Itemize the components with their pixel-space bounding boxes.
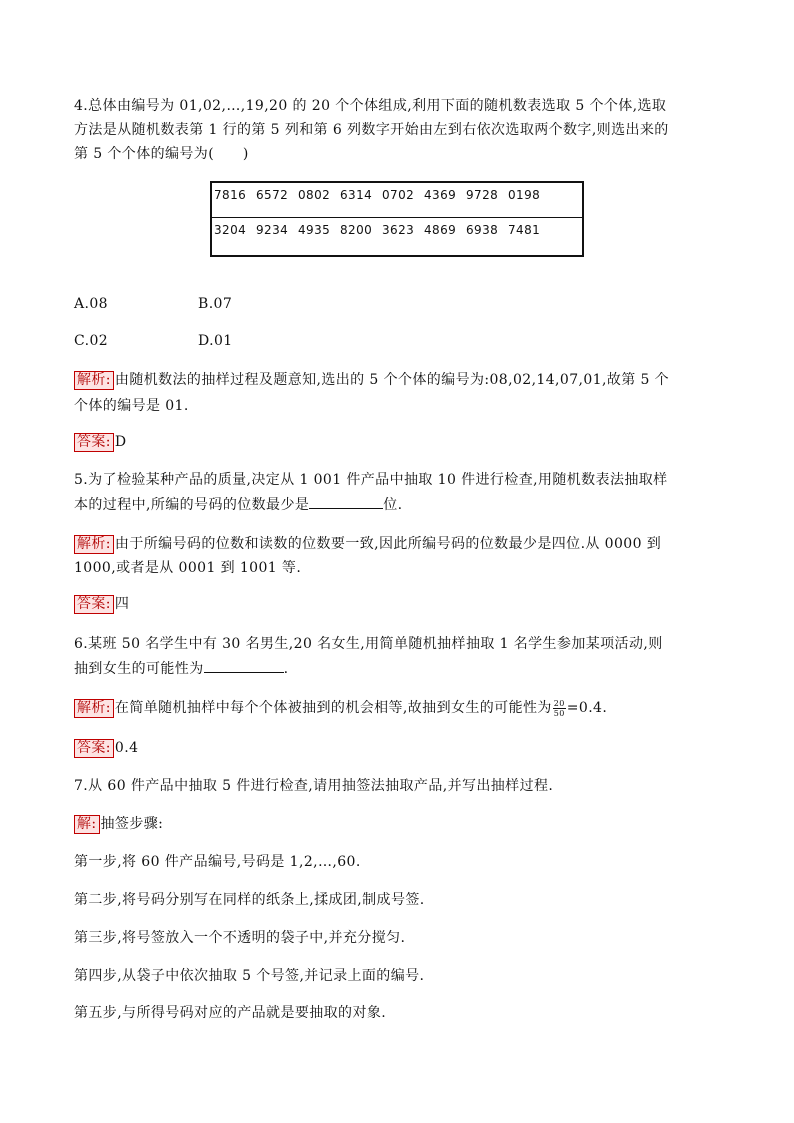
q4-option-a: A.08 [74, 296, 108, 312]
q6-analysis [74, 698, 607, 718]
q4-stem-line2: 方法是从随机数表第 1 行的第 5 列和第 6 列数字开始由左到右依次选取两个数字,则选出来的 [74, 122, 669, 138]
q5-stem-line1: 5.为了检验某种产品的质量,决定从 1 001 件产品中抽取 10 件进行检查,用随机数表法抽取样 [74, 472, 668, 488]
q6-analysis-result: =0.4. [566, 700, 608, 716]
random-number-table [210, 181, 584, 257]
q4-option-b: B.07 [198, 296, 233, 312]
table-cell: 9234 [256, 223, 289, 237]
q5-analysis-text-1: 由于所编号码的位数和读数的位数要一致,因此所编号码的位数最少是四位.从 0000 到 [114, 536, 662, 552]
fill-blank [204, 658, 284, 673]
analysis-tag: 解析: [74, 535, 114, 554]
q6-stem-line1: 6.某班 50 名学生中有 30 名男生,20 名女生,用简单随机抽样抽取 1 名学生参加某项活动,则 [74, 636, 663, 652]
q7-step-2: 第二步,将号码分别写在同样的纸条上,揉成团,制成号签. [74, 892, 425, 908]
q6-stem-text: 抽到女生的可能性为 [74, 661, 204, 677]
answer-tag: 答案: [74, 433, 114, 452]
q4-answer [74, 432, 127, 452]
fraction [553, 699, 566, 718]
table-cell: 7816 [214, 188, 247, 202]
fraction-numerator: 20 [553, 698, 565, 708]
q7-stem: 7.从 60 件产品中抽取 5 件进行检查,请用抽签法抽取产品,并写出抽样过程. [74, 778, 554, 794]
fill-blank [309, 494, 383, 509]
q4-answer-value: D [114, 434, 127, 450]
table-cell: 6938 [466, 223, 499, 237]
q4-analysis-line2: 个体的编号是 01. [74, 398, 189, 414]
table-cell: 0802 [298, 188, 331, 202]
q7-step-3: 第三步,将号签放入一个不透明的袋子中,并充分搅匀. [74, 930, 406, 946]
q7-solution-title: 抽签步骤: [100, 816, 164, 832]
q4-stem-line1: 4.总体由编号为 01,02,…,19,20 的 20 个个体组成,利用下面的随机数表选取 5 个个体,选取 [74, 98, 667, 114]
q5-analysis-line2: 1000,或者是从 0001 到 1001 等. [74, 560, 302, 576]
q7-solution-header [74, 814, 163, 834]
table-cell: 4935 [298, 223, 331, 237]
q7-step-1: 第一步,将 60 件产品编号,号码是 1,2,…,60. [74, 854, 361, 870]
table-cell: 4869 [424, 223, 457, 237]
q5-stem-suffix: 位. [383, 497, 403, 513]
q7-step-5: 第五步,与所得号码对应的产品就是要抽取的对象. [74, 1005, 387, 1021]
q6-analysis-text: 在简单随机抽样中每个个体被抽到的机会相等,故抽到女生的可能性为 [114, 700, 552, 716]
table-cell: 3204 [214, 223, 247, 237]
analysis-tag: 解析: [74, 371, 114, 390]
solution-tag: 解: [74, 815, 100, 834]
table-cell: 7481 [508, 223, 541, 237]
table-cell: 0198 [508, 188, 541, 202]
fraction-denominator: 50 [553, 708, 565, 718]
table-cell: 9728 [466, 188, 499, 202]
random-table-row-1 [214, 185, 582, 205]
answer-tag: 答案: [74, 595, 114, 614]
q4-stem-line3: 第 5 个个体的编号为( ) [74, 146, 249, 162]
q4-option-d: D.01 [198, 333, 233, 349]
table-cell: 6572 [256, 188, 289, 202]
q7-step-4: 第四步,从袋子中依次抽取 5 个号签,并记录上面的编号. [74, 968, 425, 984]
table-cell: 0702 [382, 188, 415, 202]
table-cell: 8200 [340, 223, 373, 237]
analysis-tag: 解析: [74, 699, 114, 718]
table-cell: 4369 [424, 188, 457, 202]
table-row-divider [212, 217, 582, 218]
table-cell: 3623 [382, 223, 415, 237]
q6-answer [74, 738, 138, 758]
q4-option-c: C.02 [74, 333, 109, 349]
table-cell: 6314 [340, 188, 373, 202]
q4-analysis-text-1: 由随机数法的抽样过程及题意知,选出的 5 个个体的编号为:08,02,14,07,01,故第 5 个 [114, 372, 670, 388]
answer-tag: 答案: [74, 739, 114, 758]
q5-answer [74, 594, 129, 614]
q6-stem-line2 [74, 658, 288, 679]
q6-answer-value: 0.4 [114, 740, 139, 756]
q5-stem-line2 [74, 494, 403, 515]
random-table-row-2 [214, 220, 582, 240]
q4-analysis [74, 370, 669, 390]
q5-answer-value: 四 [114, 596, 130, 612]
q6-stem-suffix: . [283, 661, 289, 677]
q5-stem-text: 本的过程中,所编的号码的位数最少是 [74, 497, 310, 513]
q5-analysis [74, 534, 661, 554]
